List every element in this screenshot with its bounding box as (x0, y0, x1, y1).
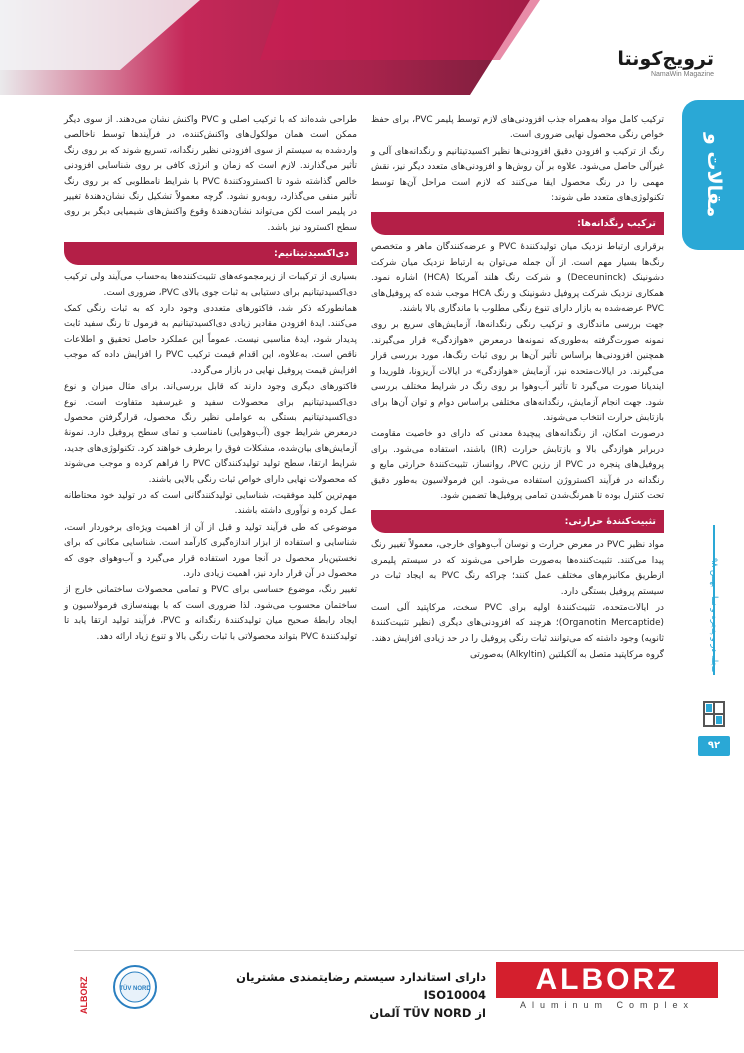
alborz-logo: ALBORZ (496, 962, 718, 998)
paragraph: رنگ از ترکیب و افزودن دقیق افزودنی‌ها نظیر اکسیدتیتانیم و رنگدانه‌های آلی و غیرآلی حاصل می‌شود. علاوه بر آن روش‌ها و افزودنی‌های متعدد دیگر نیز، نقش مهمی را در رنگ محصول ایفا می‌کنند که لازم است مراحل آن‌ها توسط تکنولوژی‌های متعدد طی شوند: (371, 146, 664, 204)
page-number: ۹۲ (698, 736, 730, 756)
magazine-issue-text: مجله در و پنجره و نما - بهمن ۹۸ (709, 557, 719, 673)
logo-sub-text: NamaWin Magazine (650, 71, 714, 78)
section-heading-heat-stabilizer: تثبیت‌کنندهٔ حرارتی: (371, 510, 664, 533)
paragraph: مهم‌ترین کلید موفقیت، شناسایی تولیدکنندگانی است که در تولید خود محتاطانه عمل کرده و نوآوری داشته باشند. (64, 490, 357, 517)
magazine-logo (604, 48, 714, 78)
paragraph: تغییر رنگ، موضوع حساسی برای PVC و تمامی محصولات ساختمانی خارج از ساختمان محسوب می‌شود. لذا ضروری است که با بهینه‌سازی فرمولاسیون و ایجاد رابطهٔ صحیح میان تولیدکنندهٔ رنگدانه و PVC، فرآیند تولید ارتقا یابد تا تولیدکنندهٔ PVC بتواند محصولاتی با ثبات رنگی بالا و تنوع زیاد ارائه دهد. (64, 585, 357, 642)
paragraph: فاکتورهای دیگری وجود دارند که قابل بررسی‌اند. برای مثال میزان و نوع دی‌اکسیدتیتانیم برای محصولات سفید و غیرسفید متفاوت است. نوع دی‌اکسیدتیتانیم بستگی به عواملی نظیر رنگ محصول، قرارگرفتن محصول درمعرض شرایط جوی (آب‌وهوایی) نامناسب و تمای سطح پروفیل دارد. نمونهٔ آزمایش‌های بیان‌شده، مشکلات فوق را برطرف خواهند کرد. تکنولوژی‌های جدید، شرایط ارتقا، سطح تولید تولیدکنندگان PVC را فراهم کرده و موجب می‌شوند که محصولات نهایی دارای خواص ثبات رنگی بالایی باشند. (64, 382, 357, 485)
alborz-tagline: Aluminum Complex (519, 1000, 695, 1010)
paragraph: بسیاری از ترکیبات از زیرمجموعه‌های تثبیت‌کننده‌ها به‌حساب می‌آیند ولی ترکیب دی‌اکسیدتیتانیم برای دستیابی به ثبات جوی بالای PVC، ضروری است. (64, 272, 357, 298)
section-tab-label: مقالات و فنی (659, 132, 725, 218)
paragraph: همانطورکه ذکر شد، فاکتورهای متعددی وجود دارد که به ثبات رنگی کمک می‌کنند. ایدهٔ افزودن مقادیر زیادی دی‌اکسیدتیتانیم به فرمول تا رنگ سفید ثابت پدیدار شود، ایدهٔ مناسبی نیست. عموماً این عملکرد حاصل تحقیق و اطلاعات ناقص است. به‌علاوه، این اقدام قیمت ترکیب PVC را افزایش داده که موجب افزایش قیمت پروفیل نهایی در بازار می‌گردد. (64, 304, 357, 376)
iso-certification-text (176, 968, 486, 1022)
footer-divider (74, 950, 744, 951)
paragraph: در ایالات‌متحده، تثبیت‌کنندهٔ اولیه برای PVC سخت، مرکاپتید آلی است (Organotin Mercaptide)؛ هرچند که افزودنی‌های دیگری (نظیر تثبیت‌کنندهٔ ثانویه) وجود داشته که می‌توانند ثبات رنگی پروفیل را در حد زیادی افزایش دهند. (371, 602, 665, 644)
paragraph: برقراری ارتباط نزدیک میان تولیدکنندهٔ PVC و عرضه‌کنندگان ماهر و متخصص رنگ‌ها بسیار مهم است. از آن جمله می‌توان به ارتباط نزدیک میان شرکت دشونینک (Deceuninck) و شرکت رنگ هلند آمریکا (HCA) اشاره نمود. همکاری نزدیک شرکت پروفیل دشونینک و رنگ HCA موجب شده که پروفیل‌های PVC عرضه‌شده به بازار دارای تنوع رنگی مطلوب با ماندگاری بالا باشند. (371, 242, 664, 315)
paragraph: ترکیب کامل مواد به‌همراه جذب افزودنی‌های لازم توسط پلیمر PVC، برای حفظ خواص رنگی محصول نهایی ضروری است. (371, 115, 664, 141)
logo-main-text: ترویج‌کونتا (617, 48, 714, 70)
window-icon (702, 700, 726, 728)
alborz-vertical-strip: ALBORZ (79, 976, 89, 1014)
paragraph: مواد نظیر PVC در معرض حرارت و نوسان آب‌وهوای خارجی، معمولاً تغییر رنگ پیدا می‌کنند. تثبیت‌کننده‌ها به‌صورت طراحی می‌شوند که در سیستم پلیمری ازطریق مکانیزم‌های مختلف عمل کنند؛ چراکه رنگ PVC به ایجاد ثبات در سیستم پروفیل بستگی دارد. (371, 540, 665, 597)
paragraph: درصورت امکان، از رنگدانه‌های پیچیدهٔ معدنی که دارای دو خاصیت مقاومت دربرابر هوازدگی بالا و بازتابش حرارت (IR) باشند، استفاده می‌شود. برای پروفیل‌های پنجره در PVC از رزین PVC، روانساز، تثبیت‌کنندهٔ حرارتی مایع و رنگدانه در فرآیند اکستروژن استفاده می‌شود. این فرمولاسیون به‌طور دقیق تحت کنترل بوده تا همرنگ‌شدن تمامی پروفیل‌ها تضمین شود. (371, 429, 664, 501)
tuv-nord-badge-icon (112, 964, 158, 1010)
paragraph: موضوعی که طی فرآیند تولید و قبل از آن از اهمیت ویژه‌ای برخوردار است، شناسایی و استفاده از ابزار اندازه‌گیری کارآمد است. شناسایی مکانی که برای نخستین‌بار محصول در آنجا مورد استفاده قرار می‌گیرد و آب‌وهوای جوی که محصول در آن قرار دارد نیز، اهمیت زیادی دارد. (64, 522, 357, 579)
badge-label: TÜV NORD (119, 986, 151, 992)
paragraph: گروه مرکاپتید متصل به آلکیلتین (Alkyltin) به‌صورتی (469, 650, 664, 661)
section-heading-pigments: ترکیب رنگدانه‌ها: (371, 212, 664, 235)
paragraph: طراحی شده‌اند که با ترکیب اصلی و PVC واکنش نشان می‌دهند. از سوی دیگر ممکن است همان مولکول‌های واکنش‌کننده، در فرآیندها توسط ناخالصی واردشده به سیستم از سوی افزودنی نظیر رنگدانه، تسریع شوند که بر روی رنگ تأثیر می‌گذارند. لازم است که زمان و انرژی کافی بر روی شناسایی افزودنی خالص گذاشته شود تا اکسترودکنندهٔ PVC با شرایط نامطلوبی که بر روی رنگ تأثیر منفی می‌گذارد، روبه‌رو نشود. گرچه معمولاً تشکیل رنگ نشان‌دهندهٔ تغییر در پلیمر است لکن می‌تواند نشان‌دهندهٔ وقوع واکنش‌های شیمیایی دیگر بر روی سطح اکسترود نیز باشد. (64, 115, 357, 233)
alborz-ad (496, 962, 718, 1010)
paragraph: جهت بررسی ماندگاری و ترکیب رنگی رنگدانه‌ها، آزمایش‌های سریع بر روی نمونه صورت‌گرفته به‌طوری‌که نمونه‌ها درمعرض «هوازدگی» قرار می‌گیرند. همچنین افزودنی‌ها براساس تأثیر آن‌ها بر روی ثبات رنگ‌ها، مورد بررسی قرار می‌گیرند. در ایالات‌متحده نیز، آزمایش «هوازدگی» در ایالات آریزونا، فلوریدا و ایندیانا صورت می‌گیرد تا تأثیر آب‌وهوا بر روی رنگ در شرایط مختلف بررسی شود. جهت انجام آزمایش، رنگدانه‌های مختلفی براساس دوام و توان آن‌ها برای بازتابش حرارت انتخاب می‌شوند. (371, 320, 664, 423)
iso-line-1: دارای استاندارد سیستم رضایتمندی مشتریان ISO10004 (236, 970, 486, 1002)
page-header (0, 0, 744, 100)
left-column (64, 113, 357, 646)
iso-line-2: از TÜV NORD آلمان (369, 1006, 486, 1020)
right-column (371, 113, 664, 665)
section-heading-titanium-dioxide: دی‌اکسیدتیتانیم: (64, 242, 357, 265)
